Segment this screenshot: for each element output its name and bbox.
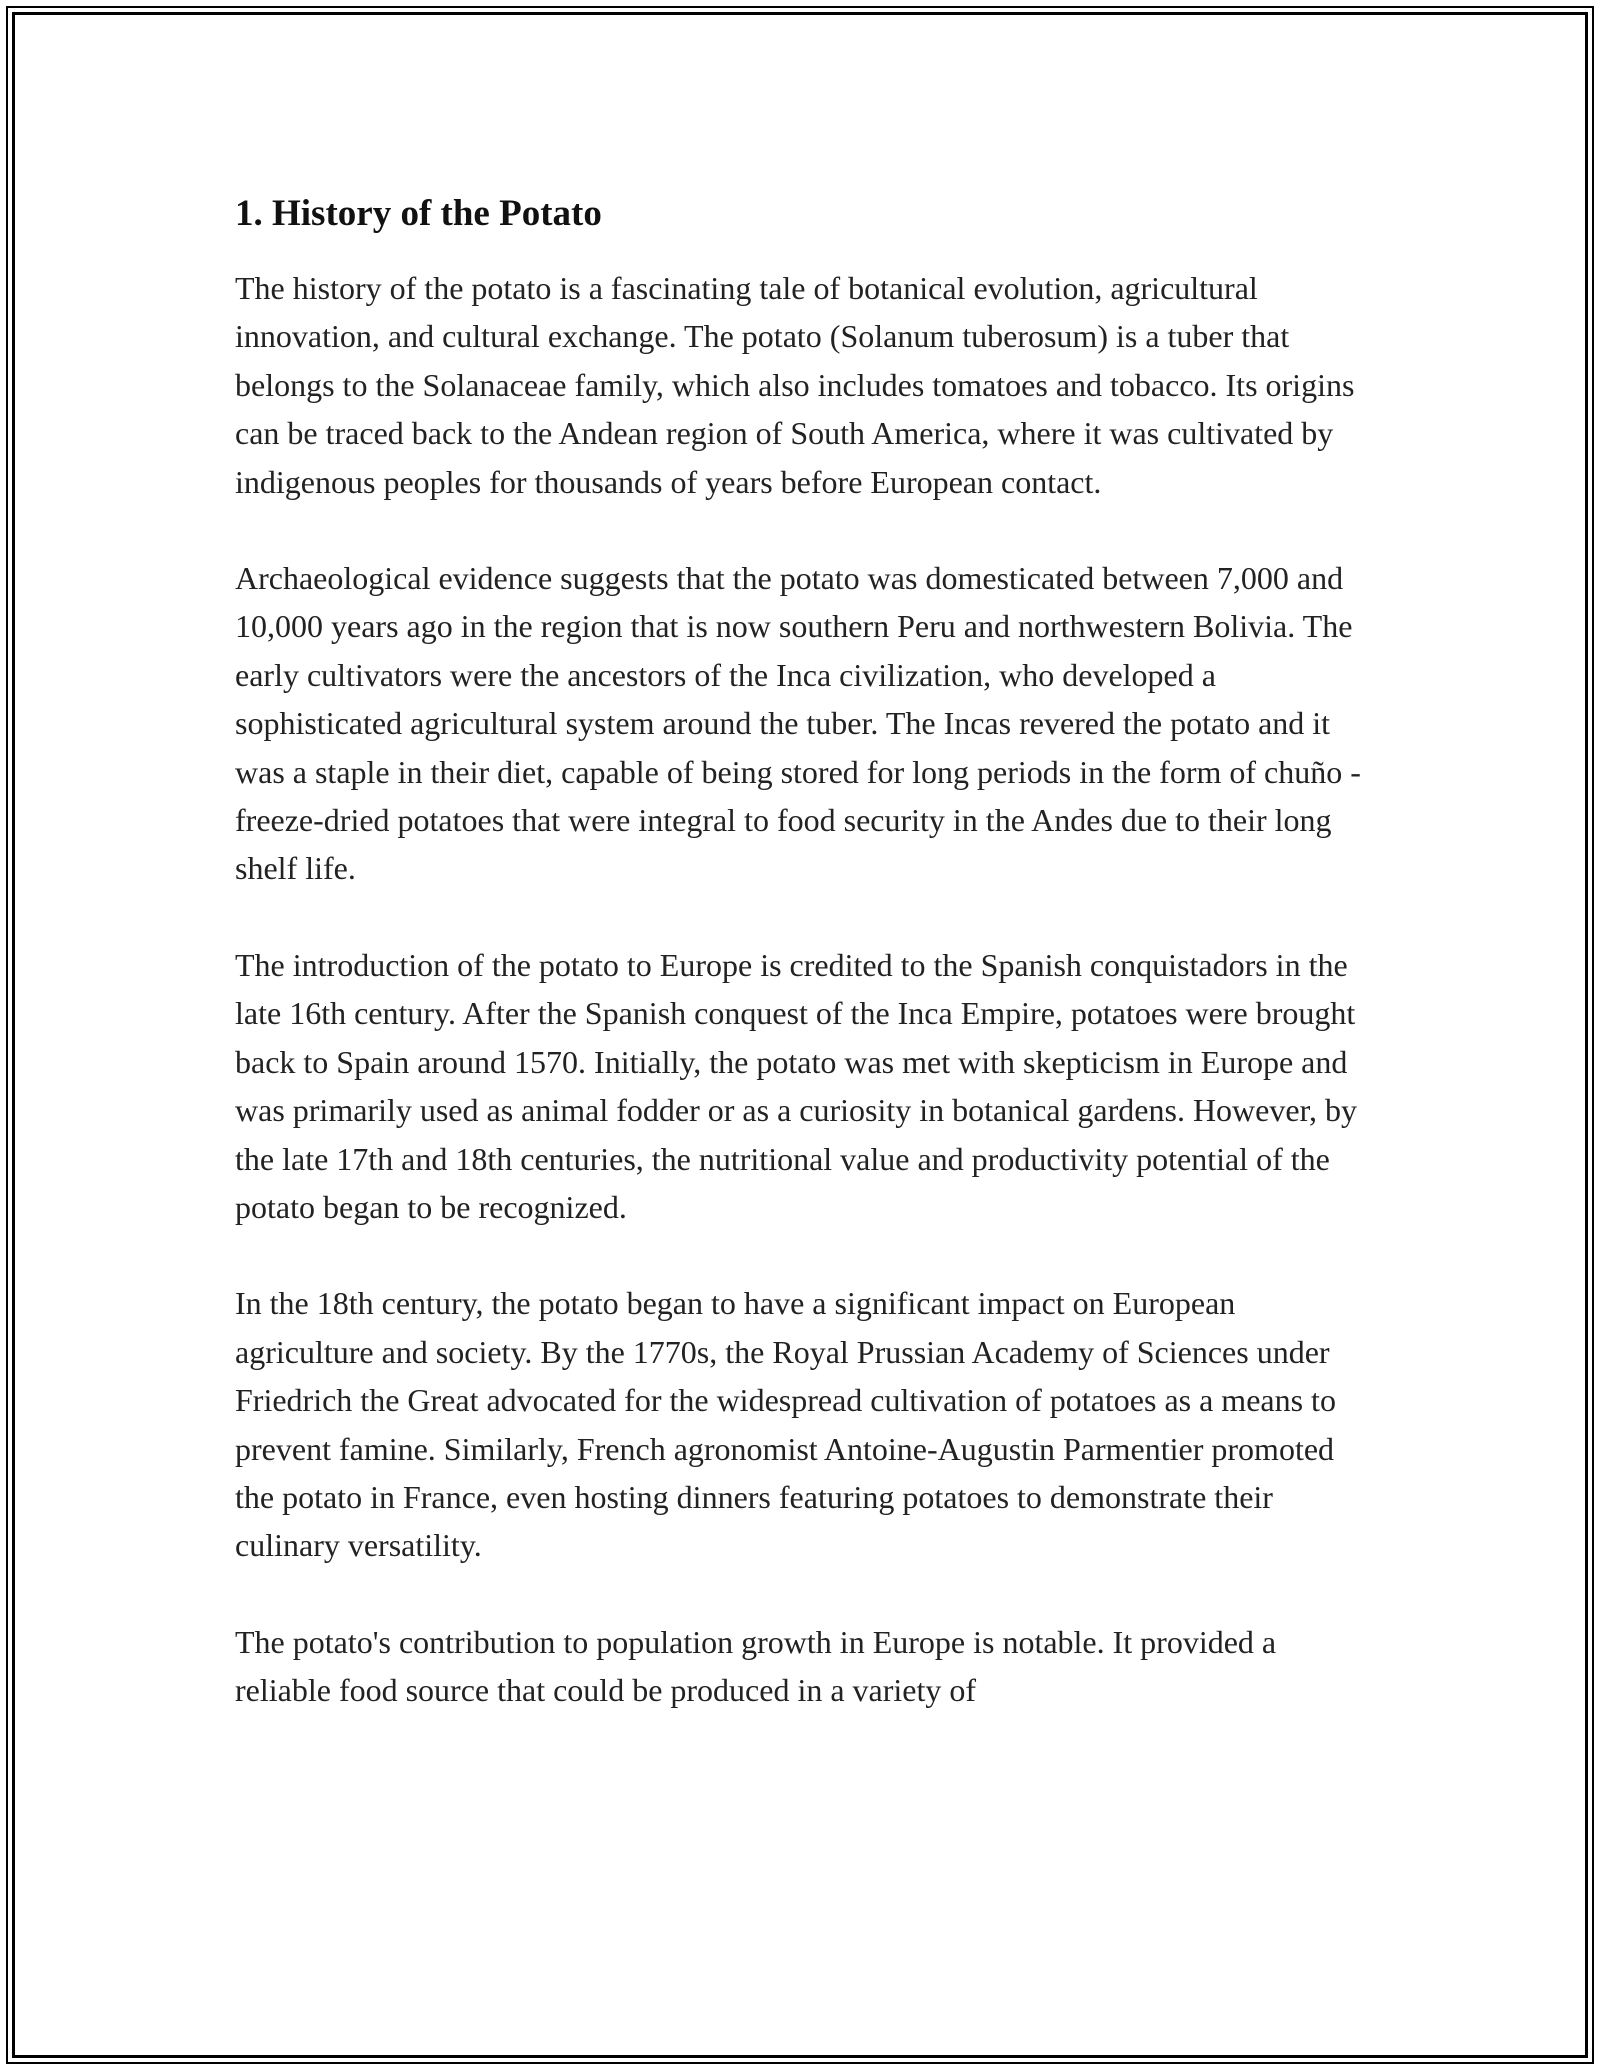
paragraph-origins: The history of the potato is a fascinating tale of botanical evolution, agricultural innovation, and cultural exchange. The potato (Solanum tuberosum) is a tuber that belongs to the Solanaceae family, which also includes tomatoes and tobacco. Its origins can be traced back to the Andean region of South America, where it was cultivated by indigenous peoples for thousands of years before European contact. <box>235 270 1355 500</box>
paragraph-population-growth: The potato's contribution to population growth in Europe is notable. It provided a reliable food source that could be produced in a variety of <box>235 1623 1277 1709</box>
paragraph-introduction-europe: The introduction of the potato to Europe is credited to the Spanish conquistadors in the late 16th century. After the Spanish conquest of the Inca Empire, potatoes were brought back to Spain around 1570. Initially, the potato was met with skepticism in Europe and was primarily used as animal fodder or as a curiosity in botanical gardens. However, by the late 17th and 18th centuries, the nutritional value and productivity potential of the potato began to be recognized. <box>235 946 1357 1225</box>
paragraph-18th-century: In the 18th century, the potato began to have a significant impact on European agriculture and society. By the 1770s, the Royal Prussian Academy of Sciences under Friedrich the Great advocated for the widespread cultivation of potatoes as a means to prevent famine. Similarly, French agronomist Antoine-Augustin Parmentier promoted the potato in France, even hosting dinners featuring potatoes to demonstrate their culinary versatility. <box>235 1285 1336 1564</box>
section-heading: 1. History of the Potato <box>235 193 602 234</box>
document-body <box>235 186 1375 1763</box>
paragraph-domestication: Archaeological evidence suggests that the potato was domesticated between 7,000 and 10,000 years ago in the region that is now southern Peru and northwestern Bolivia. The early cultivators were the ancestors of the Inca civilization, who developed a sophisticated agricultural system around the tuber. The Incas revered the potato and it was a staple in their diet, capable of being stored for long periods in the form of chuño - freeze-dried potatoes that were integral to food security in the Andes due to their long shelf life. <box>235 560 1361 887</box>
